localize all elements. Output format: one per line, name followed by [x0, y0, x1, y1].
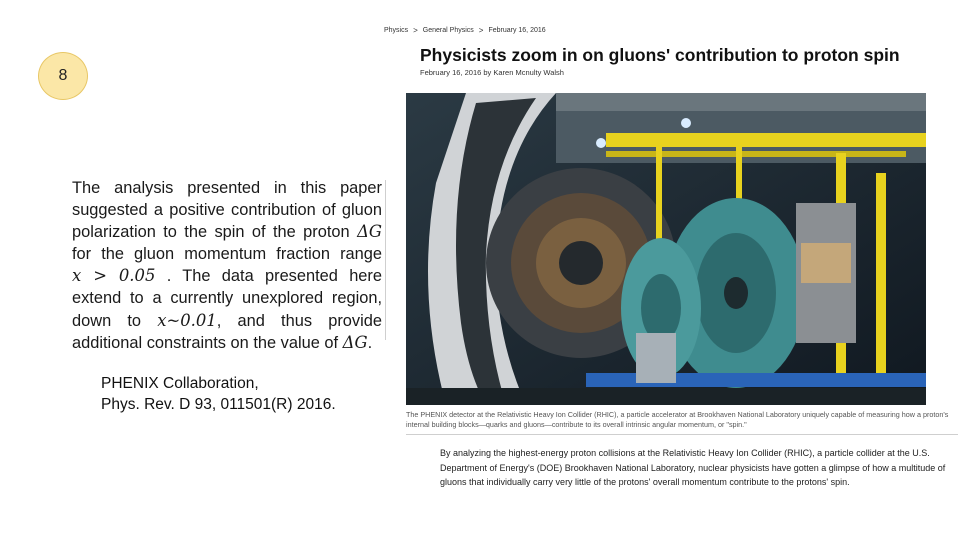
breadcrumb-date: February 16, 2016 — [488, 27, 546, 34]
abstract-line: polarization to the spin of the proton ΔG — [72, 222, 382, 242]
slide-number: 8 — [58, 67, 68, 84]
x-range-math: x > 0.05 — [72, 266, 156, 286]
abstract-line: additional constraints on the value of ΔG. — [72, 333, 373, 353]
citation — [101, 373, 336, 415]
divider — [385, 180, 386, 340]
abstract-line: down to x~0.01, and thus provide — [72, 310, 382, 330]
detector-illustration — [406, 93, 926, 405]
citation-authors: PHENIX Collaboration, — [101, 375, 259, 392]
delta-g-symbol: ΔG — [357, 222, 382, 242]
article-byline: February 16, 2016 by Karen Mcnulty Walsh — [420, 68, 564, 77]
slide-number-badge — [38, 52, 88, 100]
breadcrumb-separator: > — [413, 26, 418, 35]
breadcrumb-general-physics: General Physics — [422, 27, 474, 34]
abstract-line: suggested a positive contribution of gluon — [72, 200, 382, 219]
abstract-line: The analysis presented in this paper — [72, 179, 382, 197]
abstract-line: extend to a currently unexplored region, — [72, 288, 382, 307]
article-summary: By analyzing the highest-energy proton collisions at the Relativistic Heavy Ion Collider (RHIC), a particle collider at the U.S. Department of Energy's (DOE) Brookhaven National Laboratory, nuclear physicists have gotten a glimpse of how a multitude of gluons that individually carry very little of the protons' overall momentum contribute to the protons' spin. — [440, 448, 946, 488]
caption-divider — [406, 434, 958, 435]
breadcrumb-separator: > — [478, 26, 484, 35]
abstract-text — [72, 178, 382, 355]
abstract-line: x > 0.05 . The data presented here — [72, 266, 383, 286]
breadcrumb-physics: Physics — [384, 27, 409, 34]
delta-g-symbol: ΔG — [342, 333, 368, 353]
breadcrumb — [384, 26, 546, 35]
phenix-detector-photo — [406, 93, 926, 405]
article-title: Physicists zoom in on gluons' contribution to proton spin — [420, 45, 900, 65]
x-min-math: x~0.01 — [157, 310, 217, 330]
photo-caption: The PHENIX detector at the Relativistic Heavy Ion Collider (RHIC), a particle accelerator at Brookhaven National Laboratory uniquely capable of measuring how a proton's internal building blocks—quarks and gluons—contribute to its overall intrinsic angular momentum, or "spin." — [406, 410, 949, 429]
abstract-line: for the gluon momentum fraction range — [72, 244, 382, 263]
citation-reference: Phys. Rev. D 93, 011501(R) 2016. — [101, 396, 336, 413]
